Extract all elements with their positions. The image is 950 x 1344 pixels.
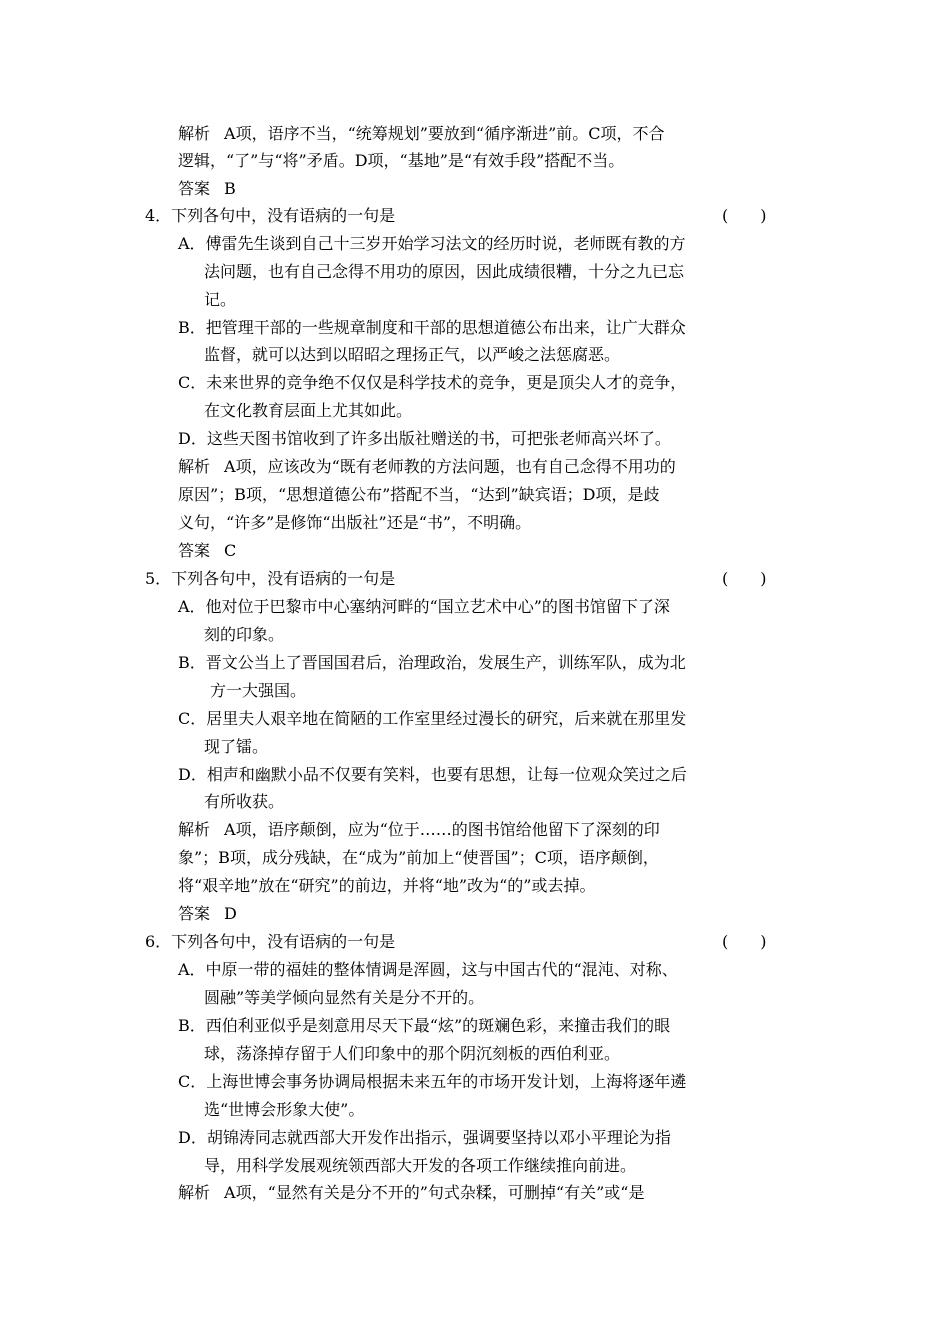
analysis-line: 象”；B项，成分残缺，在“成为”前加上“使晋国”；C项，语序颠倒， [178, 848, 659, 867]
option-d-cont: 有所收获。 [204, 792, 285, 811]
analysis-line: 解析 A项，语序不当，“统筹规划”要放到“循序渐进”前。C项，不合 [178, 124, 665, 143]
option-d: D．胡锦涛同志就西部大开发作出指示，强调要坚持以邓小平理论为指 [178, 1128, 671, 1147]
analysis-line: 解析 A项，“显然有关是分不开的”句式杂糅，可删掉“有关”或“是 [178, 1183, 645, 1202]
question-stem: 5．下列各句中，没有语病的一句是 [145, 569, 396, 588]
answer-label: 答案 [178, 904, 211, 923]
analysis-label: 解析 [178, 1183, 211, 1202]
analysis-label: 解析 [178, 124, 211, 143]
analysis-line: 义句，“许多”是修饰“出版社”还是“书”，不明确。 [178, 513, 532, 532]
option-b: B．把管理干部的一些规章制度和干部的思想道德公布出来，让广大群众 [178, 318, 686, 337]
answer-label: 答案 [178, 541, 211, 560]
answer-bracket: ( ) [722, 569, 767, 588]
analysis-label: 解析 [178, 820, 211, 839]
option-a: A．他对位于巴黎市中心塞纳河畔的“国立艺术中心”的图书馆留下了深 [178, 597, 670, 616]
answer-label: 答案 [178, 179, 211, 198]
analysis-label: 解析 [178, 457, 211, 476]
option-c-cont: 在文化教育层面上尤其如此。 [204, 401, 413, 420]
option-a: A．中原一带的福娃的整体情调是浑圆，这与中国古代的“混沌、对称、 [178, 960, 678, 979]
option-a-cont: 记。 [204, 290, 237, 309]
option-c: C．未来世界的竞争绝不仅仅是科学技术的竞争，更是顶尖人才的竞争， [178, 373, 687, 392]
option-a-cont: 刻的印象。 [204, 625, 285, 644]
option-d-cont: 导，用科学发展观统领西部大开发的各项工作继续推向前进。 [204, 1156, 637, 1175]
question-stem: 6．下列各句中，没有语病的一句是 [145, 932, 396, 951]
analysis-line: 将“艰辛地”放在“研究”的前边，并将“地”改为“的”或去掉。 [178, 876, 596, 895]
analysis-line: 逻辑，“了”与“将”矛盾。D项，“基地”是“有效手段”搭配不当。 [178, 151, 625, 170]
analysis-line: 原因”；B项，“思想道德公布”搭配不当，“达到”缺宾语；D项，是歧 [178, 485, 660, 504]
option-a-cont: 圆融”等美学倾向显然有关是分不开的。 [204, 988, 485, 1007]
option-d: D．这些天图书馆收到了许多出版社赠送的书，可把张老师高兴坏了。 [178, 429, 671, 448]
option-a-cont: 法问题，也有自己念得不用功的原因，因此成绩很糟，十分之九已忘 [204, 262, 685, 281]
option-b: B．晋文公当上了晋国国君后，治理政治，发展生产，训练军队，成为北 [178, 653, 686, 672]
answer-bracket: ( ) [722, 206, 767, 225]
option-b-cont: 监督，就可以达到以昭昭之理扬正气，以严峻之法惩腐恶。 [204, 345, 621, 364]
answer-line [178, 540, 236, 562]
answer-value: D [224, 904, 237, 923]
option-c: C．上海世博会事务协调局根据未来五年的市场开发计划，上海将逐年遴 [178, 1072, 687, 1091]
analysis-line: 解析 A项，语序颠倒，应为“位于……的图书馆给他留下了深刻的印 [178, 820, 660, 839]
option-b-cont: 方一大强国。 [210, 681, 307, 700]
option-a: A．傅雷先生谈到自己十三岁开始学习法文的经历时说，老师既有教的方 [178, 234, 686, 253]
option-b: B．西伯利亚似乎是刻意用尽天下最“炫”的斑斓色彩，来撞击我们的眼 [178, 1016, 671, 1035]
answer-value: C [224, 541, 237, 560]
option-c-cont: 选“世博会形象大使”。 [204, 1100, 365, 1119]
answer-bracket: ( ) [722, 932, 767, 951]
answer-line [178, 903, 237, 925]
option-c: C．居里夫人艰辛地在简陋的工作室里经过漫长的研究，后来就在那里发 [178, 709, 687, 728]
analysis-line: 解析 A项，应该改为“既有老师教的方法问题，也有自己念得不用功的 [178, 457, 676, 476]
answer-value: B [224, 179, 236, 198]
option-d: D．相声和幽默小品不仅要有笑料，也要有思想，让每一位观众笑过之后 [178, 765, 687, 784]
answer-line [178, 178, 236, 200]
question-stem: 4．下列各句中，没有语病的一句是 [145, 206, 396, 225]
option-c-cont: 现了镭。 [204, 737, 269, 756]
option-b-cont: 球，荡涤掉存留于人们印象中的那个阴沉刻板的西伯利亚。 [204, 1044, 621, 1063]
